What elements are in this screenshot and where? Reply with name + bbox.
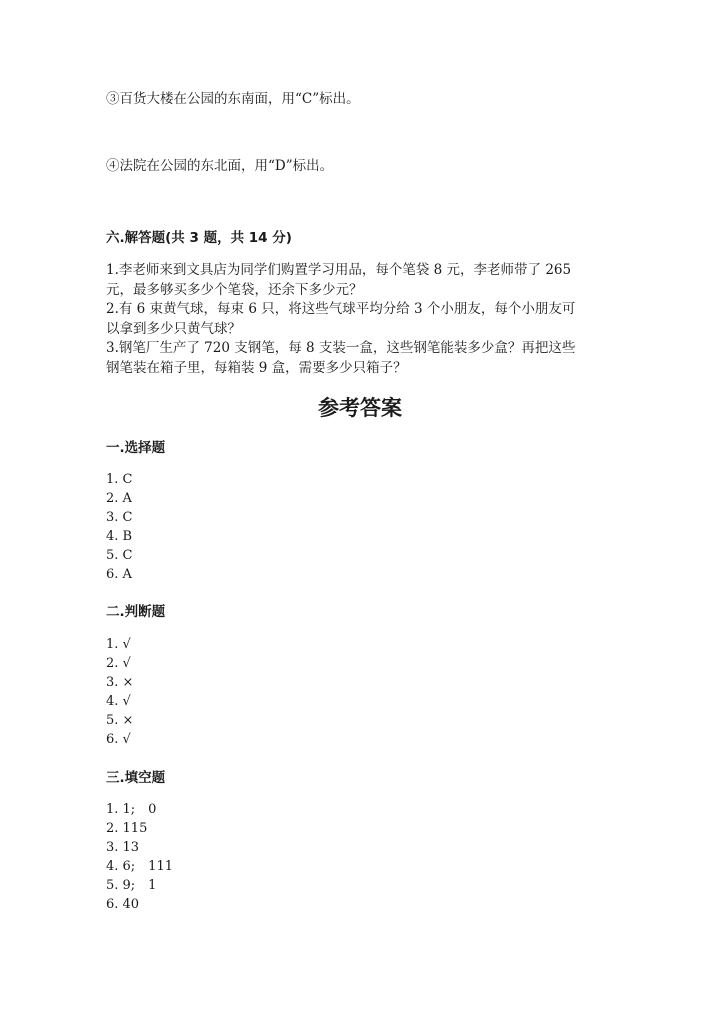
list-item: 4. 6; 111 — [106, 858, 173, 874]
q3-line1: 3.钢笔厂生产了 720 支钢笔，每 8 支装一盒，这些钢笔能装多少盒？再把这些 — [106, 340, 576, 356]
list-item: 3. × — [106, 674, 134, 690]
answers-title: 参考答案 — [318, 396, 402, 420]
q2-line2: 以拿到多少只黄气球？ — [106, 320, 241, 337]
list-item: 5. × — [106, 712, 134, 728]
list-item: 5. C — [106, 547, 133, 563]
choice-heading: 一.选择题 — [106, 440, 166, 456]
choice-answers — [106, 471, 132, 584]
fill-answers — [106, 801, 173, 914]
prompt-c: ③百货大楼在公园的东南面，用“C”标出。 — [106, 91, 360, 107]
fill-heading: 三.填空题 — [106, 770, 166, 786]
section-6-heading: 六.解答题(共 3 题，共 14 分) — [106, 230, 292, 246]
q1-line1: 1.李老师来到文具店为同学们购置学习用品，每个笔袋 8 元，李老师带了 265 — [106, 262, 572, 278]
list-item: 1. 1; 0 — [106, 802, 157, 817]
list-item: 3. 13 — [106, 839, 140, 855]
prompt-d: ④法院在公园的东北面，用“D”标出。 — [106, 158, 334, 174]
q1-line2: 元，最多够买多少个笔袋，还余下多少元？ — [106, 281, 363, 298]
list-item: 2. √ — [106, 655, 131, 671]
list-item: 3. C — [106, 509, 133, 525]
list-item: 6. A — [106, 566, 132, 582]
list-item: 6. √ — [106, 731, 131, 747]
list-item: 5. 9; 1 — [106, 877, 157, 893]
list-item: 1. C — [106, 472, 133, 487]
list-item: 4. B — [106, 528, 133, 544]
list-item: 4. √ — [106, 693, 131, 709]
q2-line1: 2.有 6 束黄气球，每束 6 只，将这些气球平均分给 3 个小朋友，每个小朋友可 — [106, 301, 576, 317]
word-problems — [106, 261, 606, 378]
list-item: 1. √ — [106, 637, 131, 652]
q3-line2: 钢笔装在箱子里，每箱装 9 盒，需要多少只箱子？ — [106, 359, 407, 376]
judge-answers — [106, 636, 133, 749]
list-item: 2. 115 — [106, 820, 148, 836]
list-item: 6. 40 — [106, 896, 140, 912]
list-item: 2. A — [106, 490, 132, 506]
judge-heading: 二.判断题 — [106, 604, 166, 620]
